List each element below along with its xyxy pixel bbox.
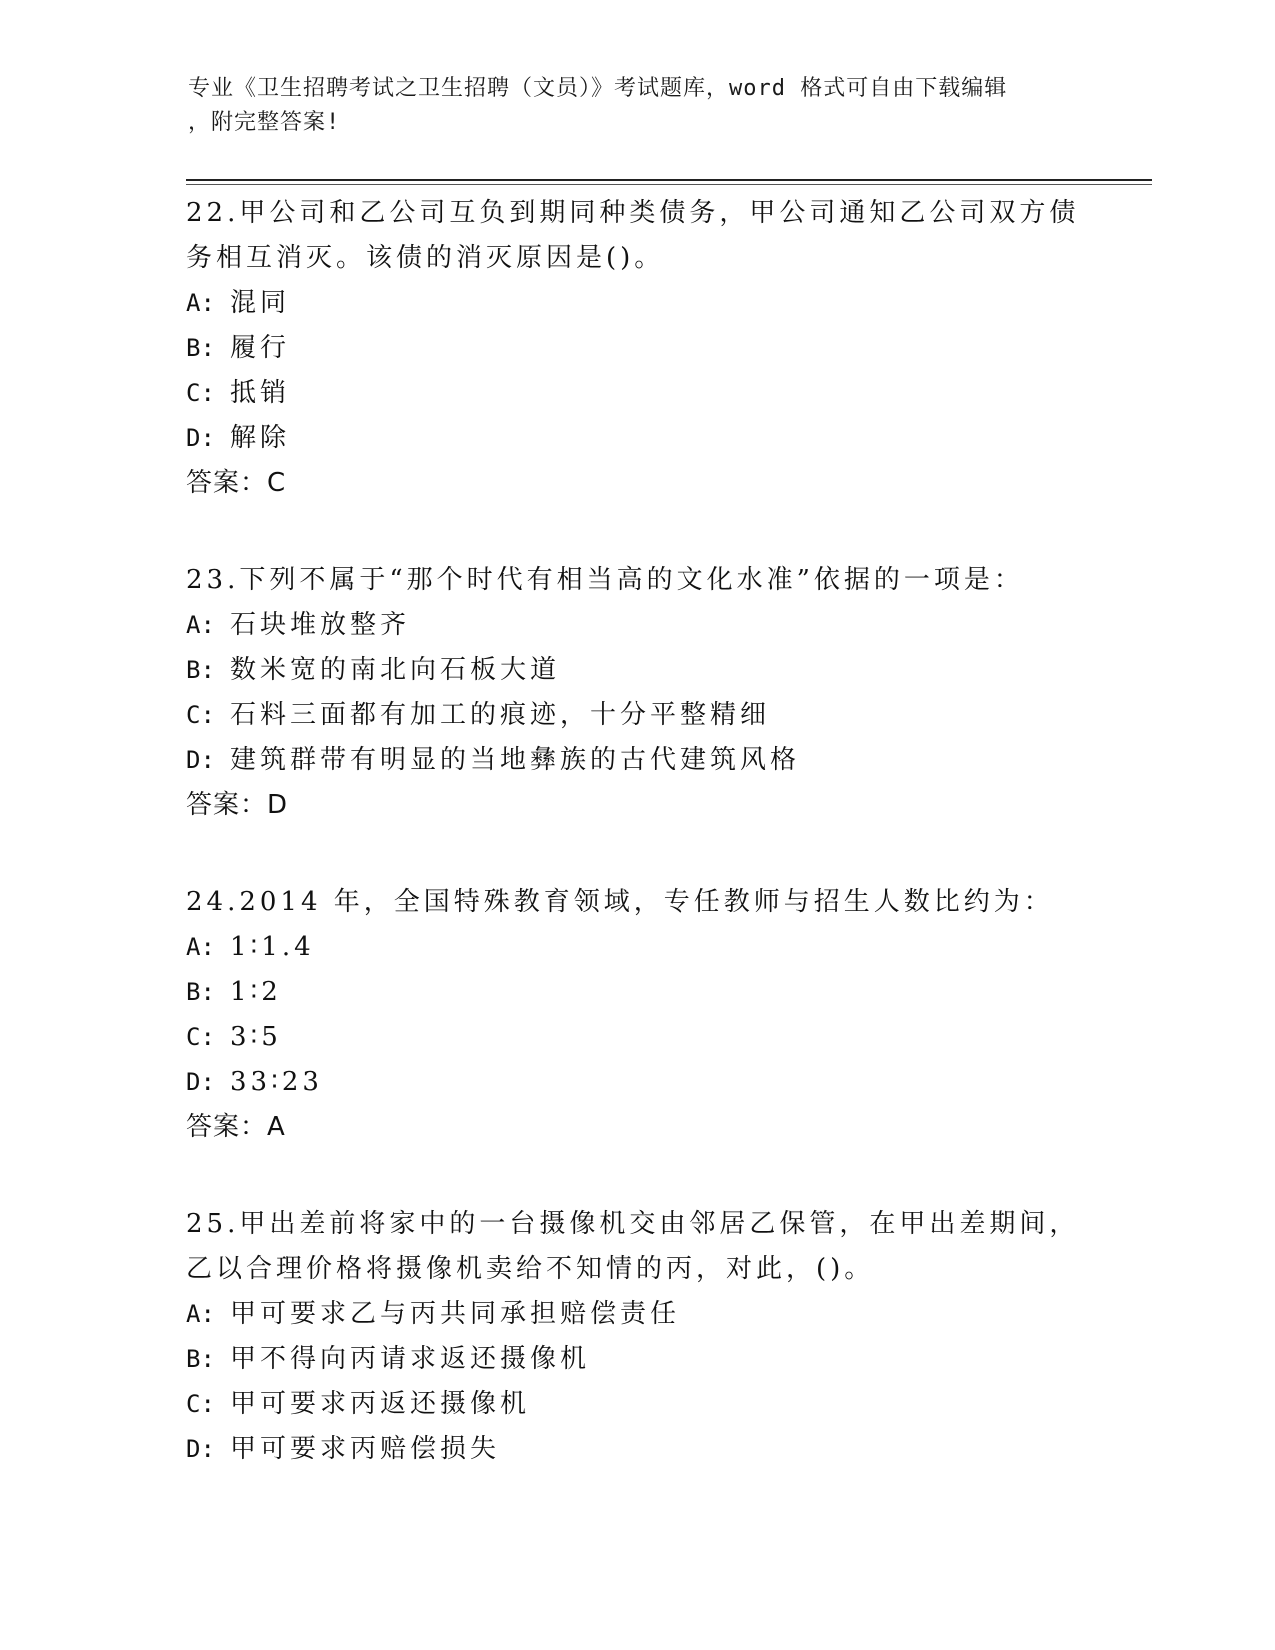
option-text: 建筑群带有明显的当地彝族的古代建筑风格 [230, 745, 801, 775]
question-stem: 24.2014 年，全国特殊教育领域，专任教师与招生人数比约为： [186, 887, 1054, 917]
option-key: C: [186, 701, 215, 729]
option-key: B: [186, 978, 215, 1006]
option-key: D: [186, 746, 215, 774]
question-spacer [186, 1150, 1086, 1202]
option-text: 甲不得向丙请求返还摄像机 [230, 1344, 591, 1374]
option-text: 1∶2 [230, 977, 282, 1007]
option-key: D: [186, 1435, 215, 1463]
option-a [186, 925, 1086, 970]
option-key: C: [186, 379, 215, 407]
option-key: B: [186, 656, 215, 684]
option-b [186, 326, 1086, 371]
option-d [186, 1427, 1086, 1472]
question-stem: 22.甲公司和乙公司互负到期同种类债务，甲公司通知乙公司双方债务相互消灭。该债的消灭原因是()。 [186, 198, 1080, 273]
question-stem: 23.下列不属于“那个时代有相当高的文化水准”依据的一项是： [186, 565, 1024, 595]
question-spacer [186, 828, 1086, 880]
question-22 [186, 191, 1086, 506]
option-key: A: [186, 1300, 215, 1328]
option-d [186, 416, 1086, 461]
option-text: 1∶1.4 [230, 932, 315, 962]
question-list [186, 191, 1086, 1472]
header-line-2: ，附完整答案! [188, 110, 341, 135]
option-c [186, 693, 1086, 738]
option-key: A: [186, 933, 215, 961]
option-a [186, 603, 1086, 648]
option-key: A: [186, 611, 215, 639]
option-text: 甲可要求丙赔偿损失 [230, 1434, 501, 1464]
option-d [186, 1060, 1086, 1105]
option-b [186, 970, 1086, 1015]
option-key: B: [186, 334, 215, 362]
document-header [188, 72, 1068, 140]
option-a [186, 281, 1086, 326]
option-key: B: [186, 1345, 215, 1373]
option-key: C: [186, 1390, 215, 1418]
question-stem: 25.甲出差前将家中的一台摄像机交由邻居乙保管，在甲出差期间，乙以合理价格将摄像机卖给不知情的丙，对此，()。 [186, 1209, 1080, 1284]
option-text: 3∶5 [230, 1022, 282, 1052]
option-text: 石料三面都有加工的痕迹，十分平整精细 [230, 700, 771, 730]
option-text: 混同 [230, 288, 291, 318]
option-key: A: [186, 289, 215, 317]
option-key: C: [186, 1023, 215, 1051]
option-d [186, 738, 1086, 783]
option-a [186, 1292, 1086, 1337]
header-divider-thick [186, 179, 1152, 181]
option-b [186, 648, 1086, 693]
option-c [186, 1382, 1086, 1427]
answer-line: 答案：A [186, 1112, 286, 1142]
answer-line: 答案：C [186, 468, 287, 498]
option-c [186, 1015, 1086, 1060]
question-25 [186, 1202, 1086, 1472]
question-24 [186, 880, 1086, 1150]
header-divider-thin [186, 184, 1152, 185]
header-line-1: 专业《卫生招聘考试之卫生招聘（文员）》考试题库，word 格式可自由下载编辑 [188, 76, 1008, 101]
option-text: 石块堆放整齐 [230, 610, 411, 640]
option-b [186, 1337, 1086, 1382]
option-key: D: [186, 1068, 215, 1096]
question-23 [186, 558, 1086, 828]
question-spacer [186, 506, 1086, 558]
option-text: 数米宽的南北向石板大道 [230, 655, 561, 685]
option-c [186, 371, 1086, 416]
answer-line: 答案：D [186, 790, 289, 820]
option-text: 履行 [230, 333, 291, 363]
option-text: 甲可要求乙与丙共同承担赔偿责任 [230, 1299, 681, 1329]
option-key: D: [186, 424, 215, 452]
option-text: 甲可要求丙返还摄像机 [230, 1389, 531, 1419]
option-text: 抵销 [230, 378, 291, 408]
option-text: 解除 [230, 423, 291, 453]
option-text: 33∶23 [230, 1067, 323, 1097]
